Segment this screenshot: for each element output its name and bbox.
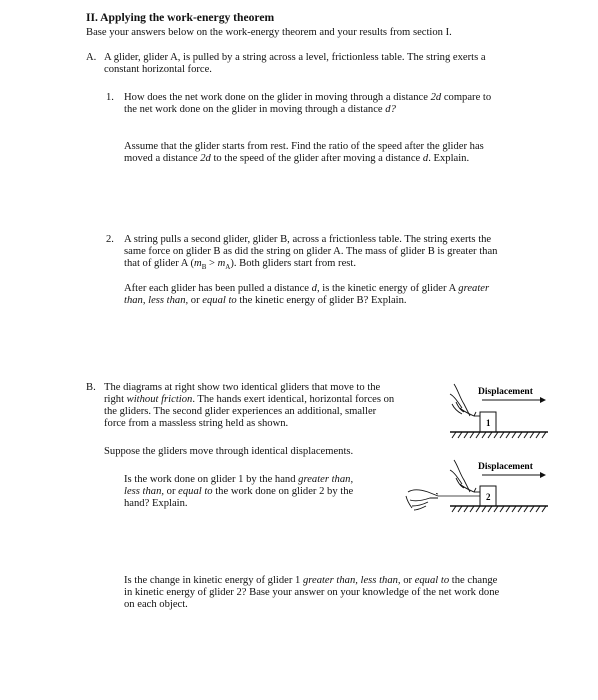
glider-diagram: [436, 372, 556, 532]
part-a-line2: constant horizontal force.: [104, 64, 212, 75]
part-a-label: A.: [86, 52, 97, 63]
part-b-line2: right without friction. The hands exert identical, horizontal forces on: [104, 394, 395, 405]
part-b-line3: the gliders. The second glider experiences an additional, smaller: [104, 406, 377, 417]
part-b-label: B.: [86, 382, 96, 393]
question-a2-line3: that of glider A $(m_B > m_A)$. Both gliders start from rest.: [124, 258, 356, 272]
part-b-q2-line1: Is the change in kinetic energy of glider 1 greater than, less than, or equal to the change: [124, 575, 498, 586]
part-b-suppose: Suppose the gliders move through identical displacements.: [104, 446, 354, 457]
part-b-line1: The diagrams at right show two identical gliders that move to the: [104, 382, 381, 393]
question-a2-line1: A string pulls a second glider, glider B, across a frictionless table. The string exerts the: [124, 234, 492, 245]
question-a1-line1: How does the net work done on the glider in moving through a distance 2d compare to: [124, 92, 492, 103]
displacement-label-bottom: Displacement: [478, 462, 533, 472]
hand-icon-bottom: [450, 460, 476, 492]
glider-2-label: 2: [486, 492, 491, 502]
section-intro: Base your answers below on the work-energy theorem and your results from section I.: [86, 27, 452, 38]
table-surface-bottom: [450, 506, 548, 512]
part-b-q2-line2: in kinetic energy of glider 2? Base your answer on your knowledge of the net work done: [124, 587, 500, 598]
hand-icon-left: [406, 490, 438, 510]
question-a2-part2-line2: than, less than, or equal to the kinetic energy of glider B? Explain.: [124, 295, 407, 306]
question-a2-number: 2.: [106, 234, 114, 245]
displacement-label-top: Displacement: [478, 387, 533, 397]
question-a2-line2: same force on glider B as did the string on glider A. The mass of glider B is greater than: [124, 246, 498, 257]
displacement-arrow-bottom: [482, 472, 546, 478]
hand-icon-top: [450, 384, 476, 416]
question-a1-number: 1.: [106, 92, 114, 103]
part-b-q1-line1: Is the work done on glider 1 by the hand greater than,: [124, 474, 354, 485]
question-a1-line2: the net work done on the glider in moving through a distance d?: [124, 104, 396, 115]
section-title: II. Applying the work-energy theorem: [86, 11, 275, 24]
glider-1: [480, 412, 496, 432]
part-a-line1: A glider, glider A, is pulled by a string across a level, frictionless table. The string exerts a: [104, 52, 486, 63]
glider-2: [480, 486, 496, 506]
part-b-q1-line3: hand? Explain.: [124, 498, 188, 509]
question-a2-part2-line1: After each glider has been pulled a distance d, is the kinetic energy of glider A greater: [124, 283, 490, 294]
part-b-line4: force from a massless string held as shown.: [104, 418, 289, 429]
glider-1-label: 1: [486, 418, 491, 428]
table-surface-top: [450, 432, 548, 438]
question-a1-part2-line1: Assume that the glider starts from rest. Find the ratio of the speed after the glider has: [124, 141, 484, 152]
question-a1-part2-line2: moved a distance 2d to the speed of the glider after moving a distance d. Explain.: [124, 153, 470, 164]
part-b-q2-line3: on each object.: [124, 599, 188, 610]
string-hand-figure: [404, 484, 444, 514]
part-b-q1-line2: less than, or equal to the work done on glider 2 by the: [124, 486, 354, 497]
displacement-arrow-top: [482, 397, 546, 403]
